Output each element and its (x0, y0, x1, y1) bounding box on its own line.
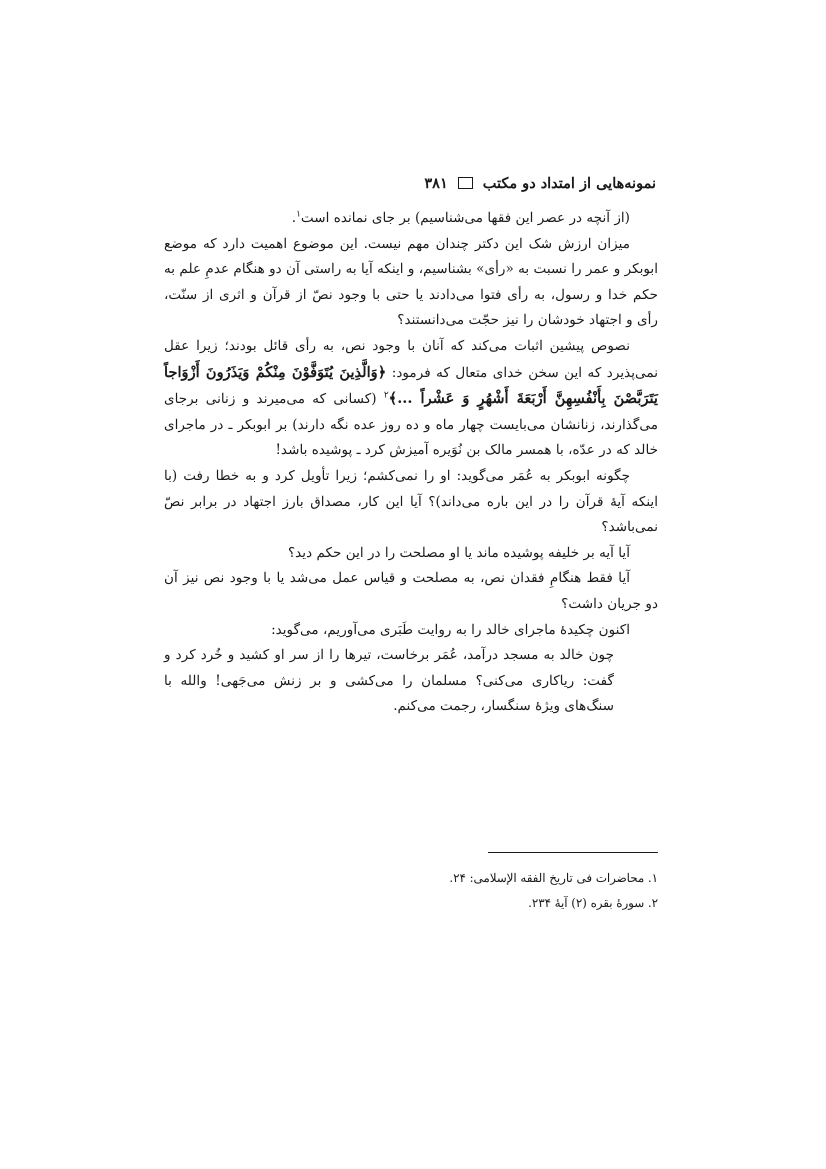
paragraph-2: میزان ارزش شک این دکتر چندان مهم نیست. این موضوع اهمیت دارد که موضع ابوبکر و عمر را نسبت به «رأی» بشناسیم، و اینکه آیا به راستی آن دو هنگام عدمِ علم به حکم خدا و رسول، به رأی فتوا می‌دادند یا حتی با وجود نصّ از قرآن و اثری از سنّت، رأی و اجتهاد خودشان را نیز حجّت می‌دانستند؟ (164, 235, 658, 329)
footnotes (164, 866, 658, 916)
footnote-ref-1: ۱ (296, 209, 301, 220)
block-quote: چون خالد به مسجد درآمد، عُمَر برخاست، تیرها را از سر او کشید و خُرد کرد و گفت: ریاکاری می‌کنی؟ مسلمان را می‌کشی و بر زنش می‌جَهی! والله با سنگ‌های ویژهٔ سنگسار، رجمت می‌کنم. (164, 647, 614, 715)
footnote-2: ۲. سورهٔ بقره (۲) آیهٔ ۲۳۴. (528, 896, 658, 910)
quran-verse: ﴿وَالَّذِينَ يُتَوَفَّوْنَ مِنْكُمْ وَيَذَرُونَ أَزْوَاجاً يَتَرَبَّصْنَ بِأَنْفُسِهِنَّ أَرْبَعَةَ أَشْهُرٍ وَ عَشْراً ...﴾ (164, 363, 658, 408)
body-text (164, 206, 658, 720)
paragraph-1: (از آنچه در عصر این فقها می‌شناسیم) بر جای نمانده است$^۱$. (291, 209, 630, 226)
paragraph-4: چگونه ابوبکر به عُمَر می‌گوید: او را نمی‌کشم؛ زیرا تأویل کرد و به خطا رفت (با اینکه آیهٔ قرآن را در این باره می‌داند)؟ آیا این کار، مصداق بارز اجتهاد در برابر نصّ نمی‌باشد؟ (164, 467, 658, 536)
running-header (166, 170, 656, 196)
paragraph-3: نصوص پیشین اثبات می‌کند که آنان با وجود نص، به رأی قائل بودند؛ زیرا عقل نمی‌پذیرد که این سخن خدای متعال که فرمود: ﴿وَالَّذِينَ يُتَوَفَّوْنَ مِنْكُمْ وَيَذَرُونَ أَزْوَاجاً يَتَرَبَّصْنَ بِأَنْفُسِهِنَّ أَرْبَعَةَ أَشْهُرٍ وَ عَشْراً ...﴾$^۲$ (کسانی که می‌میرند و زنانی برجای می‌گذارند، زنانشان می‌بایست چهار ماه و ده روز عده نگه دارند) بر ابوبکر ـ در ماجرای خالد که در عدّه، با همسر مالک بن نُوَیره آمیزش کرد ـ پوشیده باشد! (164, 337, 658, 459)
paragraph-6: آیا فقط هنگامِ فقدان نص، به مصلحت و قیاس عمل می‌شد یا با وجود نص نیز آن دو جریان داشت؟ (164, 570, 658, 612)
page-number: ۳۸۱ (424, 174, 448, 192)
header-title: نمونه‌هایی از امتداد دو مکتب (482, 174, 656, 192)
footnote-ref-2: ۲ (383, 390, 389, 401)
paragraph-5: آیا آیه بر خلیفه پوشیده ماند یا او مصلحت را در این حکم دید؟ (287, 544, 630, 561)
footnote-divider (488, 852, 658, 853)
paragraph-7: اکنون چکیدهٔ ماجرای خالد را به روایت طَبَری می‌آوریم، می‌گوید: (271, 621, 630, 638)
footnote-1: ۱. محاضرات فی تاریخ الفقه الإسلامی: ۲۴. (449, 871, 658, 885)
header-box-icon (458, 177, 473, 189)
